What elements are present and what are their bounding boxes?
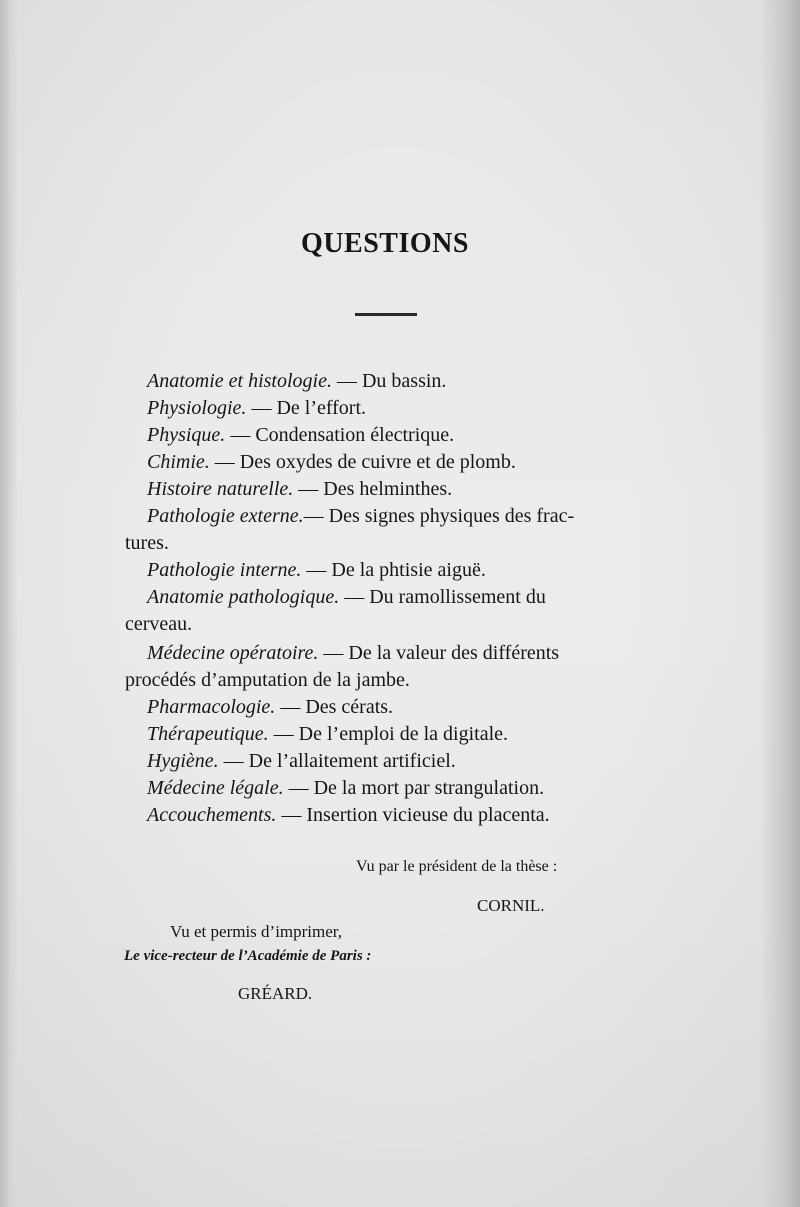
question-line: [147, 370, 446, 393]
question-line: [147, 642, 559, 665]
question-text: — De la valeur des différents: [318, 642, 560, 664]
title-underline-rule: [355, 313, 417, 316]
page-title: QUESTIONS: [301, 228, 469, 259]
question-text: — Des oxydes de cuivre et de plomb.: [209, 451, 516, 473]
question-text: — Du bassin.: [331, 370, 447, 392]
question-subject: Physiologie.: [147, 397, 247, 419]
question-continuation: [125, 532, 169, 555]
question-text: — De l’emploi de la digitale.: [268, 723, 509, 745]
page-right-edge-shadow: [760, 0, 800, 1207]
question-text: tures.: [125, 532, 169, 554]
question-line: [147, 559, 486, 582]
question-subject: Pharmacologie.: [147, 696, 276, 718]
question-text: — Du ramollissement du: [339, 586, 546, 608]
question-subject: Physique.: [147, 424, 226, 446]
question-subject: Histoire naturelle.: [147, 478, 294, 500]
question-line: [147, 750, 456, 773]
question-subject: Thérapeutique.: [147, 723, 269, 745]
question-line: [147, 804, 550, 827]
question-line: [147, 451, 516, 474]
question-continuation: [125, 669, 410, 692]
question-subject: Chimie.: [147, 451, 210, 473]
question-text: — Des cérats.: [275, 696, 394, 718]
question-continuation: [125, 613, 192, 636]
question-subject: Anatomie et histologie.: [147, 370, 332, 392]
approval-line: Vu par le président de la thèse :: [356, 858, 558, 875]
question-text: — Condensation électrique.: [225, 424, 455, 446]
question-text: — De la mort par strangulation.: [283, 777, 545, 799]
question-subject: Hygiène.: [147, 750, 219, 772]
question-subject: Pathologie interne.: [147, 559, 302, 581]
question-line: [147, 696, 393, 719]
question-line: [147, 478, 452, 501]
question-line: [147, 723, 508, 746]
question-subject: Accouchements.: [147, 804, 277, 826]
page-left-edge-shadow: [0, 0, 18, 1207]
question-line: [147, 777, 544, 800]
question-text: — Insertion vicieuse du placenta.: [276, 804, 550, 826]
question-text: — De la phtisie aiguë.: [301, 559, 486, 581]
question-text: — Des helminthes.: [293, 478, 453, 500]
question-subject: Anatomie pathologique.: [147, 586, 340, 608]
question-text: — Des signes physiques des frac-: [303, 505, 575, 527]
question-line: [147, 586, 546, 609]
question-subject: Médecine légale.: [147, 777, 284, 799]
question-text: — De l’effort.: [246, 397, 367, 419]
president-signature: CORNIL.: [477, 896, 545, 915]
question-line: [147, 424, 454, 447]
question-text: cerveau.: [125, 613, 193, 635]
question-subject: Médecine opératoire.: [147, 642, 319, 664]
question-text: procédés d’amputation de la jambe.: [125, 669, 410, 691]
question-text: — De l’allaitement artificiel.: [218, 750, 456, 772]
rector-signature: GRÉARD.: [238, 984, 313, 1003]
question-line: [147, 505, 574, 528]
printing-permission: Vu et permis d’imprimer,: [170, 922, 343, 941]
question-subject: Pathologie externe.: [147, 505, 304, 527]
rector-title: Le vice-recteur de l’Académie de Paris :: [124, 948, 372, 964]
question-line: [147, 397, 366, 420]
